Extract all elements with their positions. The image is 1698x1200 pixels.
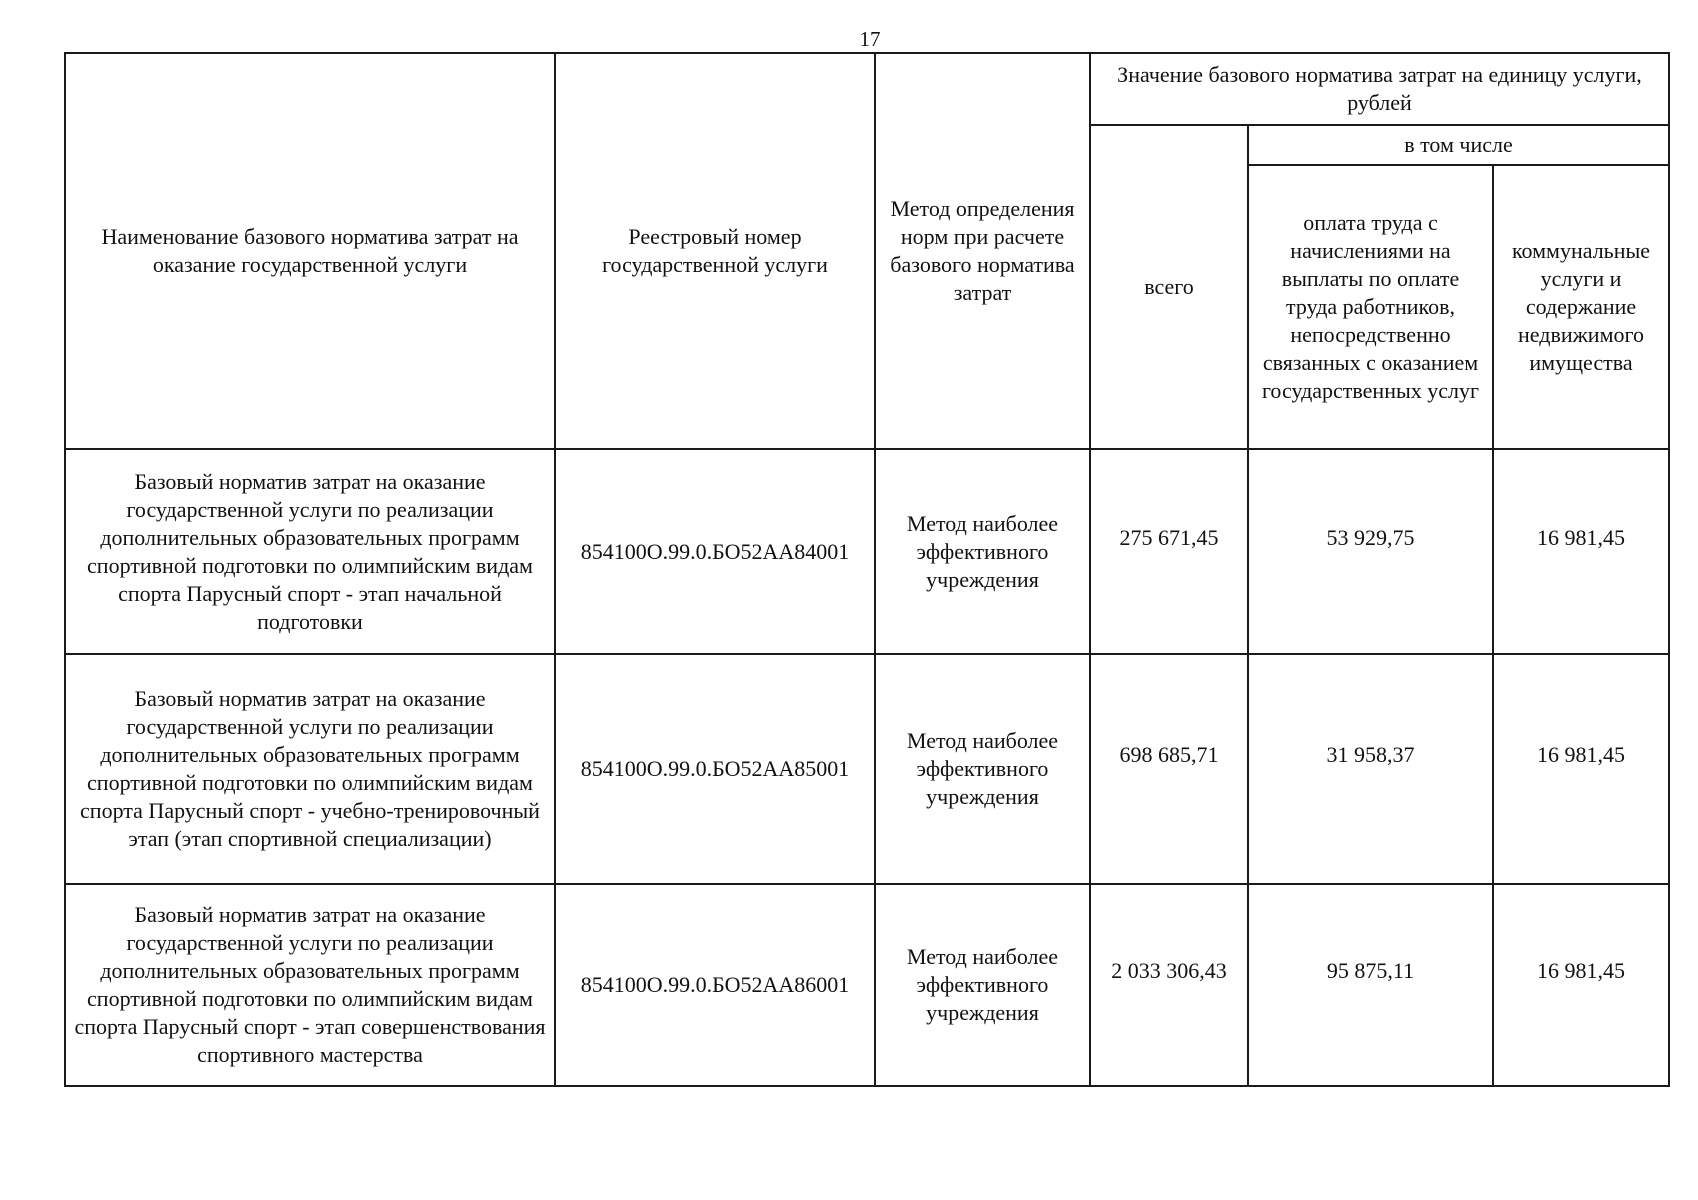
table-row: [65, 654, 1669, 884]
row-registry-number: 854100О.99.0.БО52АА86001: [555, 884, 875, 1086]
row-wages-value: 95 875,11: [1326, 958, 1415, 983]
header-registry-number: Реестровый номер государственной услуги: [555, 53, 875, 449]
row-utilities: [1493, 654, 1669, 884]
row-utilities-value: 16 981,45: [1537, 524, 1625, 550]
row-utilities-value: 16 981,45: [1537, 958, 1625, 983]
row-total-value: 698 685,71: [1119, 742, 1219, 767]
row-wages-value: 31 958,37: [1326, 742, 1415, 767]
row-wages: [1248, 654, 1493, 884]
row-total: [1090, 654, 1248, 884]
page-number: 17: [859, 27, 881, 51]
table-row: [65, 449, 1669, 654]
row-total-value: 275 671,45: [1119, 524, 1219, 550]
row-utilities-value: 16 981,45: [1537, 742, 1625, 767]
row-method: Метод наиболее эффективного учреждения: [875, 654, 1090, 884]
row-registry-number: 854100О.99.0.БО52АА84001: [555, 449, 875, 654]
row-name: Базовый норматив затрат на оказание государственной услуги по реализации дополнительных образовательных программ спортивной подготовки по олимпийским видам спорта Парусный спорт - учебно-тренировочный этап (этап спортивной специализации): [65, 654, 555, 884]
header-wages: оплата труда с начислениями на выплаты по оплате труда работников, непосредственно связанных с оказанием государственных услуг: [1248, 165, 1493, 449]
header-name: Наименование базового норматива затрат на оказание государственной услуги: [65, 53, 555, 449]
row-registry-number: 854100О.99.0.БО52АА85001: [555, 654, 875, 884]
row-wages: [1248, 449, 1493, 654]
header-including: в том числе: [1248, 125, 1669, 165]
table-row: [65, 884, 1669, 1086]
row-name: Базовый норматив затрат на оказание государственной услуги по реализации дополнительных образовательных программ спортивной подготовки по олимпийским видам спорта Парусный спорт - этап начальной подготовки: [65, 449, 555, 654]
header-value-group: Значение базового норматива затрат на единицу услуги, рублей: [1090, 53, 1669, 125]
header-method: Метод определения норм при расчете базового норматива затрат: [875, 53, 1090, 449]
row-method: Метод наиболее эффективного учреждения: [875, 884, 1090, 1086]
row-total: [1090, 884, 1248, 1086]
header-utilities: коммунальные услуги и содержание недвижимого имущества: [1493, 165, 1669, 449]
row-total-value: 2 033 306,43: [1111, 958, 1227, 983]
row-wages: [1248, 884, 1493, 1086]
row-utilities: [1493, 449, 1669, 654]
row-total: [1090, 449, 1248, 654]
row-wages-value: 53 929,75: [1326, 524, 1415, 550]
row-name: Базовый норматив затрат на оказание государственной услуги по реализации дополнительных образовательных программ спортивной подготовки по олимпийским видам спорта Парусный спорт - этап совершенствования спортивного мастерства: [65, 884, 555, 1086]
norm-cost-table: [64, 52, 1670, 1087]
header-total: всего: [1090, 125, 1248, 449]
row-utilities: [1493, 884, 1669, 1086]
row-method: Метод наиболее эффективного учреждения: [875, 449, 1090, 654]
